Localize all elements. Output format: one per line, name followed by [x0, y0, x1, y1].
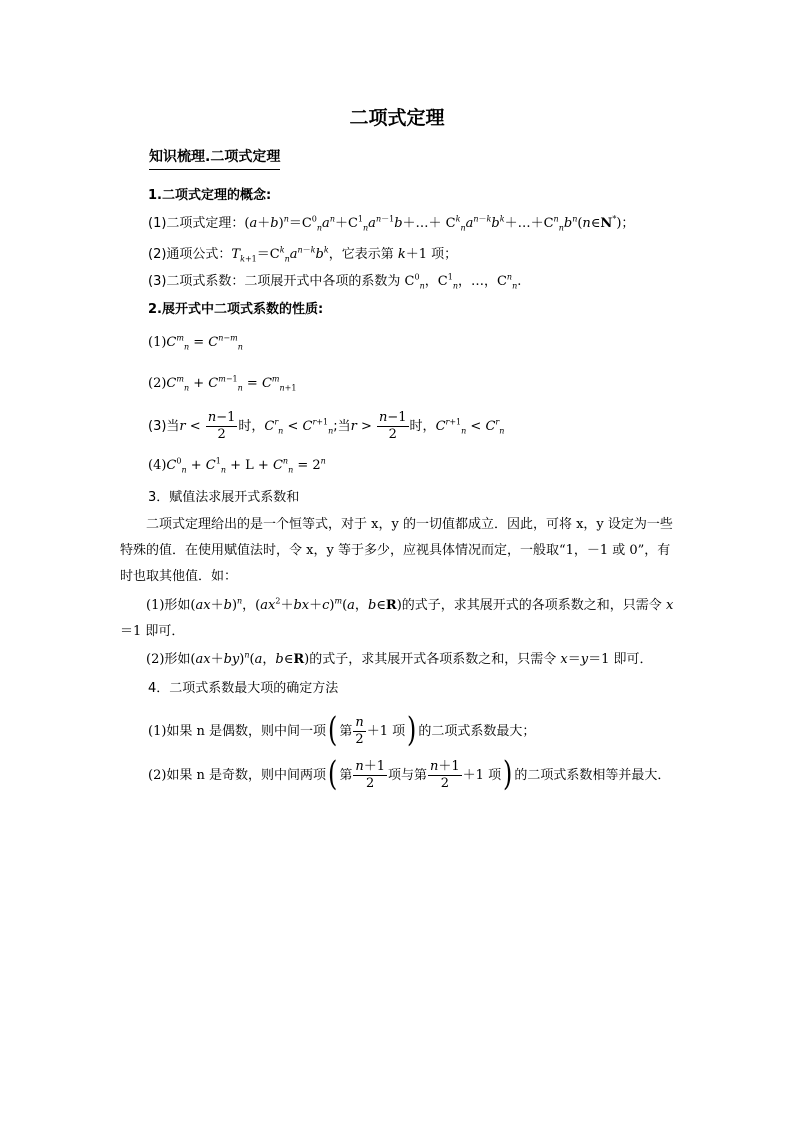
assignment-paragraph: 二项式定理给出的是一个恒等式，对于 x，y 的一切值都成立．因此，可将 x，y 设定为一些特殊的值．在使用赋值法时，令 x，y 等于多少，应视具体情况而定，一般取“1，－1 或 0”，有时也取其他值．如： [120, 517, 673, 584]
coefficient-line: (3)二项式系数：二项展开式中各项的系数为 $C^0_n$，$C^1_n$，…，$C^n_n$. [148, 272, 522, 291]
heading-concept: 1.二项式定理的概念: [148, 188, 272, 203]
assignment-example-2: (2)形如$(ax+by)^n(a$，b∈R)的式子，求其展开式各项系数之和，只需令 x＝y＝1 即可． [146, 650, 653, 667]
heading-properties: 2.展开式中二项式系数的性质: [148, 302, 324, 317]
max-term-even: (1)如果 n 是偶数，则中间一项( 第 $\frac{n}{2}$ ＋1 项) 的二项式系数最大； [148, 710, 536, 750]
fraction: $\frac{n}{2}$ [355, 715, 364, 747]
property-1: $(1)C^m_n = C^{n-m}_n$ [148, 333, 243, 352]
property-2: $(2)C^m_n + C^{m-1}_n = C^m_{n+1}$ [148, 374, 297, 393]
assignment-example-1: (1)形如$(ax+b)^n$，$(ax^2+bx+c)^m(a$，b∈R)的式子，求其展开式的各项系数之和，只需令 x＝1 即可． [120, 596, 674, 639]
heading-assignment: 3．赋值法求展开式系数和 [148, 490, 300, 505]
property-4: $(4)C^0_n + C^1_n + L + C^n_n = 2^n$ [148, 456, 326, 475]
section-heading: 知识梳理.二项式定理 [149, 146, 280, 170]
general-term-line: (2)通项公式：$T_{k+1}=C^k_na^{n-k}b^k$，它表示第 k＋1 项； [148, 245, 458, 264]
fraction: $\frac{n-1}{2}$ [207, 410, 236, 442]
fraction: $\frac{n+1}{2}$ [355, 759, 385, 791]
fraction: $\frac{n+1}{2}$ [430, 759, 460, 791]
heading-max-term: 4．二项式系数最大项的确定方法 [148, 681, 339, 696]
fraction: $\frac{n-1}{2}$ [379, 410, 407, 442]
max-term-odd: (2)如果 n 是奇数，则中间两项( 第 $\frac{n+1}{2}$ 项与第 $\frac{n+1}{2}$ ＋1 项) 的二项式系数相等并最大． [148, 754, 671, 794]
page-title: 二项式定理 [349, 107, 445, 129]
property-3: (3)当r < $\frac{n-1}{2}$ 时，$C^r_n < C^{r+1}_n$;当r > $\frac{n-1}{2}$ 时，$C^{r+1}_n < C^r_n$ [148, 410, 505, 442]
binomial-theorem-line: (1)二项式定理：$(a+b)^n=C^0_na^n+C^1_na^{n-1}b+\dots+$ $C^k_na^{n-k}b^k+\dots+C^n_nb^n(n\in N^*)$； [148, 214, 635, 233]
